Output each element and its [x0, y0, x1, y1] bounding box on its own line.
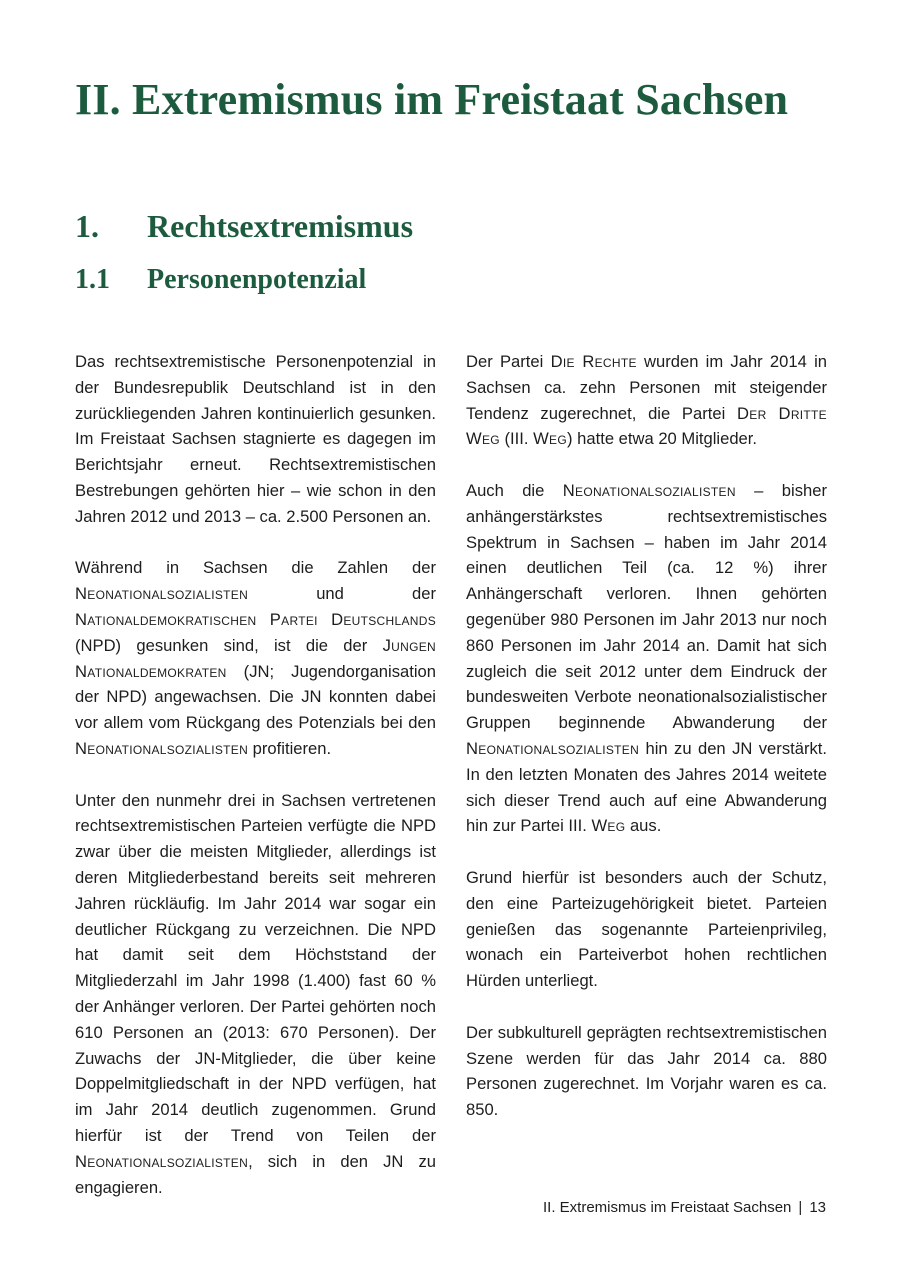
text-run: Während in Sachsen die Zahlen der — [75, 558, 436, 578]
chapter-title: II. Extremismus im Freistaat Sachsen — [75, 75, 789, 124]
section-number: 1. — [75, 208, 99, 244]
organization-name: Der Dritte Weg — [466, 403, 827, 449]
text-run: aus. — [625, 816, 662, 836]
text-run: Der Partei — [466, 352, 551, 371]
organization-name: Neonationalsozialisten — [562, 480, 736, 500]
text-run: hin zu den JN verstärkt. In den letzten Monaten des Jahres 2014 weitete sich dieser Trend auch auf eine Abwanderung hin zur Partei III. — [466, 738, 827, 836]
section-heading — [75, 208, 413, 245]
organization-name: Neonationalsozialisten — [75, 584, 249, 604]
paragraph-npd-jn-development — [75, 555, 436, 761]
left-column — [75, 349, 436, 1226]
page-footer — [543, 1199, 826, 1216]
text-run: und der — [248, 584, 436, 604]
paragraph-kleinparteien — [466, 349, 827, 452]
organization-name: Weg — [533, 429, 567, 449]
subsection-heading — [75, 264, 366, 296]
paragraph-parteien — [75, 788, 436, 1201]
subsection-title: Personenpotenzial — [147, 264, 367, 295]
footer-chapter-label: II. Extremismus im Freistaat Sachsen — [543, 1199, 792, 1216]
text-run: (III. — [499, 429, 534, 449]
paragraph-personenpotenzial: Das rechtsextremistische Personenpotenzial in der Bundesrepublik Deutschland ist in den zurückliegenden Jahren kontinuierlich gesunken. Im Freistaat Sachsen stagnierte es dagegen im Berichtsjahr erneut. Rechtsextremistischen Bestrebungen gehörten hier – wie schon in den Jahren 2012 und 2013 – ca. 2.500 Personen an. — [75, 352, 436, 526]
footer-separator: | — [798, 1199, 803, 1216]
paragraph-subkultur: Der subkulturell geprägten rechtsextremistischen Szene werden für das Jahr 2014 ca. 880 Personen zugerechnet. Im Vorjahr waren es ca. 850. — [466, 1022, 827, 1120]
text-run: ) hatte etwa 20 Mitglieder. — [567, 429, 758, 449]
organization-name: Neonationalsozialisten — [75, 738, 249, 758]
section-title: Rechtsextremismus — [147, 208, 414, 244]
text-run: (NPD) gesunken sind, ist die der — [75, 635, 383, 655]
text-run: profitieren. — [248, 738, 332, 758]
paragraph-parteienprivileg: Grund hierfür ist besonders auch der Schutz, den eine Parteizugehörigkeit bietet. Parteien genießen das sogenannte Parteienprivileg, wonach ein Parteiverbot hohen rechtlichen Hürden unterliegt. — [466, 867, 827, 991]
organization-name: Nationaldemokratischen Partei Deutschlands — [75, 609, 436, 629]
text-run: Auch die — [466, 480, 563, 500]
text-run: , sich in den JN zu engagieren. — [75, 1151, 436, 1197]
text-run: Unter den nunmehr drei in Sachsen vertretenen rechtsextremistischen Parteien verfügte die NPD zwar über die meisten Mitglieder, allerdings ist deren Mitgliederbestand bereits seit mehreren Jahren rückläufig. Im Jahr 2014 war sogar ein deutlicher Rückgang zu verzeichnen. Die NPD hat damit seit dem Höchststand der Mitgliederzahl im Jahr 1998 (1.400) fast 60 % der Anhänger verloren. Der Partei gehörten noch 610 Personen an (2013: 670 Personen). Der Zuwachs der JN-Mitglieder, die über keine Doppelmitgliedschaft in der NPD verfügen, hat im Jahr 2014 deutlich zugenommen. Grund hierfür ist der Trend von Teilen der — [75, 790, 436, 1145]
organization-name: Weg — [591, 816, 626, 836]
organization-name: Die Rechte — [550, 352, 637, 371]
subsection-number: 1.1 — [75, 264, 110, 295]
organization-name: Neonationalsozialisten — [75, 1151, 249, 1171]
page-number: 13 — [809, 1199, 826, 1216]
organization-name: Jungen Nationaldemokraten — [75, 635, 436, 681]
right-column — [466, 349, 827, 1149]
organization-name: Neonationalsozialisten — [466, 738, 640, 758]
text-run: – bisher anhängerstärkstes rechtsextremistisches Spektrum in Sachsen – haben im Jahr 2014 einen deutlichen Teil (ca. 12 %) ihrer Anhängerschaft verloren. Ihnen gehörten gegenüber 980 Personen im Jahr 2013 nur noch 860 Personen im Jahr 2014 an. Damit hat sich zugleich die seit 2012 unter dem Eindruck der bundesweiten Verbote neonationalsozialistischer Gruppen beginnende Abwanderung der — [466, 480, 827, 733]
text-run: wurden im Jahr 2014 in Sachsen ca. zehn Personen mit steigender Tendenz zugerechnet, die Partei — [466, 352, 827, 423]
paragraph-neonationalsozialisten — [466, 478, 827, 839]
text-run: (JN; Jugendorganisation der NPD) angewachsen. Die JN konnten dabei vor allem vom Rückgang des Potenzials bei den — [75, 661, 436, 733]
